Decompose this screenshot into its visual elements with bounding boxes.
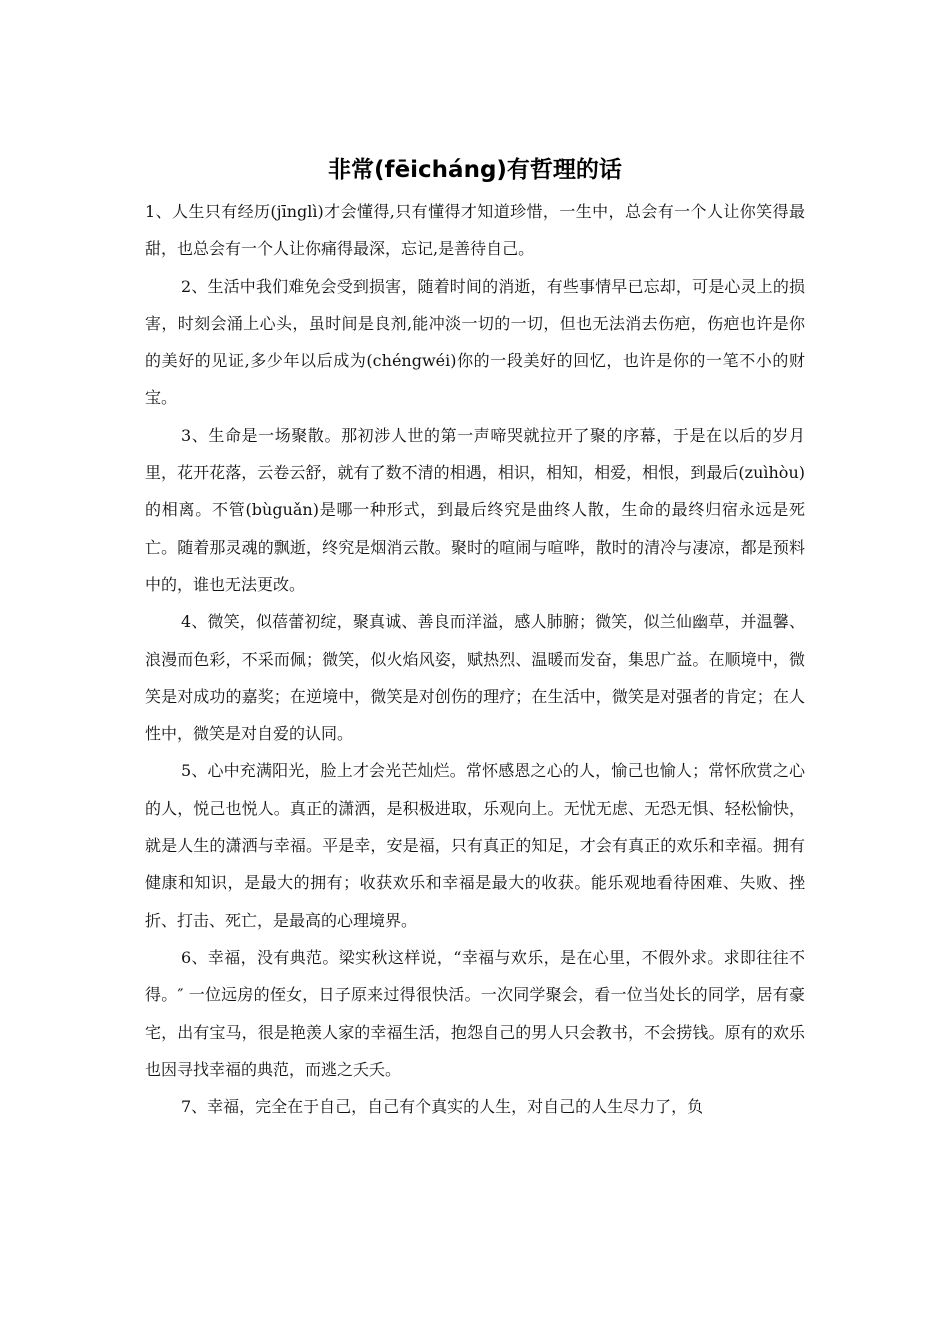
paragraph-5: 5、心中充满阳光，脸上才会光芒灿烂。常怀感恩之心的人，愉己也愉人；常怀欣赏之心的人，悦己也悦人。真正的潇洒，是积极进取，乐观向上。无忧无虑、无恐无惧、轻松愉快，就是人生的潇洒与幸福。平是幸，安是福，只有真正的知足，才会有真正的欢乐和幸福。拥有健康和知识，是最大的拥有；收获欢乐和幸福是最大的收获。能乐观地看待困难、失败、挫折、打击、死亡，是最高的心理境界。	[145, 761, 805, 930]
paragraph-1: 1、人生只有经历(jīnglì)才会懂得,只有懂得才知道珍惜，一生中，总会有一个人让你笑得最甜，也总会有一个人让你痛得最深，忘记,是善待自己。	[145, 202, 805, 259]
paragraph-2: 2、生活中我们难免会受到损害，随着时间的消逝，有些事情早已忘却，可是心灵上的损害，时刻会涌上心头，虽时间是良剂,能冲淡一切的一切，但也无法消去伤疤，伤疤也许是你的美好的见证,多少年以后成为(chéngwéi)你的一段美好的回忆，也许是你的一笔不小的财宝。	[145, 276, 805, 408]
paragraph-4: 4、微笑，似蓓蕾初绽，聚真诚、善良而洋溢，感人肺腑；微笑，似兰仙幽草，并温馨、浪漫而色彩，不采而佩；微笑，似火焰风姿，赋热烈、温暖而发奋，集思广益。在顺境中，微笑是对成功的嘉奖；在逆境中，微笑是对创伤的理疗；在生活中，微笑是对强者的肯定；在人性中，微笑是对自爱的认同。	[145, 612, 805, 744]
document-body	[145, 193, 805, 1125]
paragraph-7: 7、幸福，完全在于自己，自己有个真实的人生，对自己的人生尽力了，负	[181, 1097, 704, 1117]
paragraph-3: 3、生命是一场聚散。那初涉人世的第一声啼哭就拉开了聚的序幕，于是在以后的岁月里，花开花落，云卷云舒，就有了数不清的相遇，相识，相知，相爱，相恨，到最后(zuìhòu)的相离。不管(bùguǎn)是哪一种形式，到最后终究是曲终人散，生命的最终归宿永远是死亡。随着那灵魂的飘逝，终究是烟消云散。聚时的喧闹与喧哗，散时的清冷与凄凉，都是预料中的，谁也无法更改。	[145, 425, 805, 594]
document-title: 非常(fēicháng)有哲理的话	[328, 157, 622, 183]
paragraph-6: 6、幸福，没有典范。梁实秋这样说，“幸福与欢乐，是在心里，不假外求。求即往往不得。″ 一位远房的侄女，日子原来过得很快活。一次同学聚会，看一位当处长的同学，居有豪宅，出有宝马，很是艳羡人家的幸福生活，抱怨自己的男人只会教书，不会捞钱。原有的欢乐也因寻找幸福的典范，而逃之夭夭。	[145, 947, 805, 1079]
